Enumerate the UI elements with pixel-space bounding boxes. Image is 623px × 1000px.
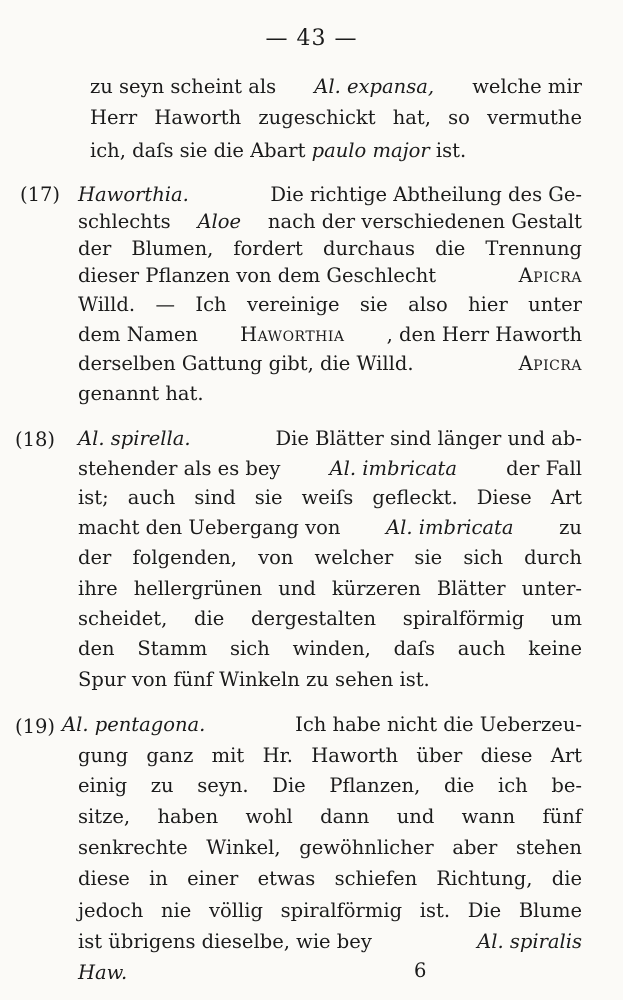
signature-mark: 6: [414, 959, 427, 982]
text-line: derselben Gattung gibt, die Willd. Apicra: [78, 352, 582, 375]
text-line: einig zu seyn. Die Pflanzen, die ich be-: [78, 774, 582, 797]
text-line: jedoch nie völlig spiralförmig ist. Die Blume: [78, 899, 582, 922]
page-number: — 43 —: [265, 26, 358, 51]
text-line: Spur von fünf Winkeln zu sehen ist.: [78, 668, 430, 691]
text-line: stehender als es bey Al. imbricata der Fall: [78, 457, 582, 480]
text-line: ist; auch sind sie weiſs gefleckt. Diese Art: [78, 486, 582, 509]
text-line: ist übrigens dieselbe, wie bey Al. spiralis: [78, 930, 582, 953]
text-line: diese in einer etwas schiefen Richtung, die: [78, 867, 582, 890]
text-line: zu seyn scheint als Al. expansa, welche mir: [90, 75, 582, 98]
text-line: Al. spirella. Die Blätter sind länger und ab-: [78, 427, 582, 450]
text-line: senkrechte Winkel, gewöhnlicher aber stehen: [78, 836, 582, 859]
note-number-18: (18): [15, 428, 56, 451]
note-number-17: (17): [20, 183, 61, 206]
text-line: schlechts Aloe nach der verschiedenen Gestalt: [78, 210, 582, 233]
text-line: ihre hellergrünen und kürzeren Blätter unter-: [78, 577, 582, 600]
text-line: Haw.: [78, 961, 128, 984]
text-line: ich, daſs sie die Abart paulo major ist.: [90, 139, 467, 162]
text-line: Willd. — Ich vereinige sie also hier unter: [78, 293, 582, 316]
text-line: genannt hat.: [78, 382, 204, 405]
note-number-19: (19): [15, 715, 56, 738]
text-line: dem Namen Haworthia , den Herr Haworth: [78, 323, 582, 346]
text-line: scheidet, die dergestalten spiralförmig um: [78, 607, 582, 630]
text-line: sitze, haben wohl dann und wann fünf: [78, 805, 582, 828]
text-line: dieser Pflanzen von dem Geschlecht Apicra: [78, 264, 582, 287]
text-line: der folgenden, von welcher sie sich durch: [78, 546, 582, 569]
text-line: Herr Haworth zugeschickt hat, so vermuthe: [90, 106, 582, 129]
text-line: gung ganz mit Hr. Haworth über diese Art: [78, 744, 582, 767]
text-line: Haworthia. Die richtige Abtheilung des Ge-: [78, 183, 582, 206]
text-line: den Stamm sich winden, daſs auch keine: [78, 637, 582, 660]
text-line: der Blumen, fordert durchaus die Trennung: [78, 237, 582, 260]
text-line: macht den Uebergang von Al. imbricata zu: [78, 516, 582, 539]
text-line: Al. pentagona. Ich habe nicht die Ueberzeu-: [62, 713, 582, 736]
